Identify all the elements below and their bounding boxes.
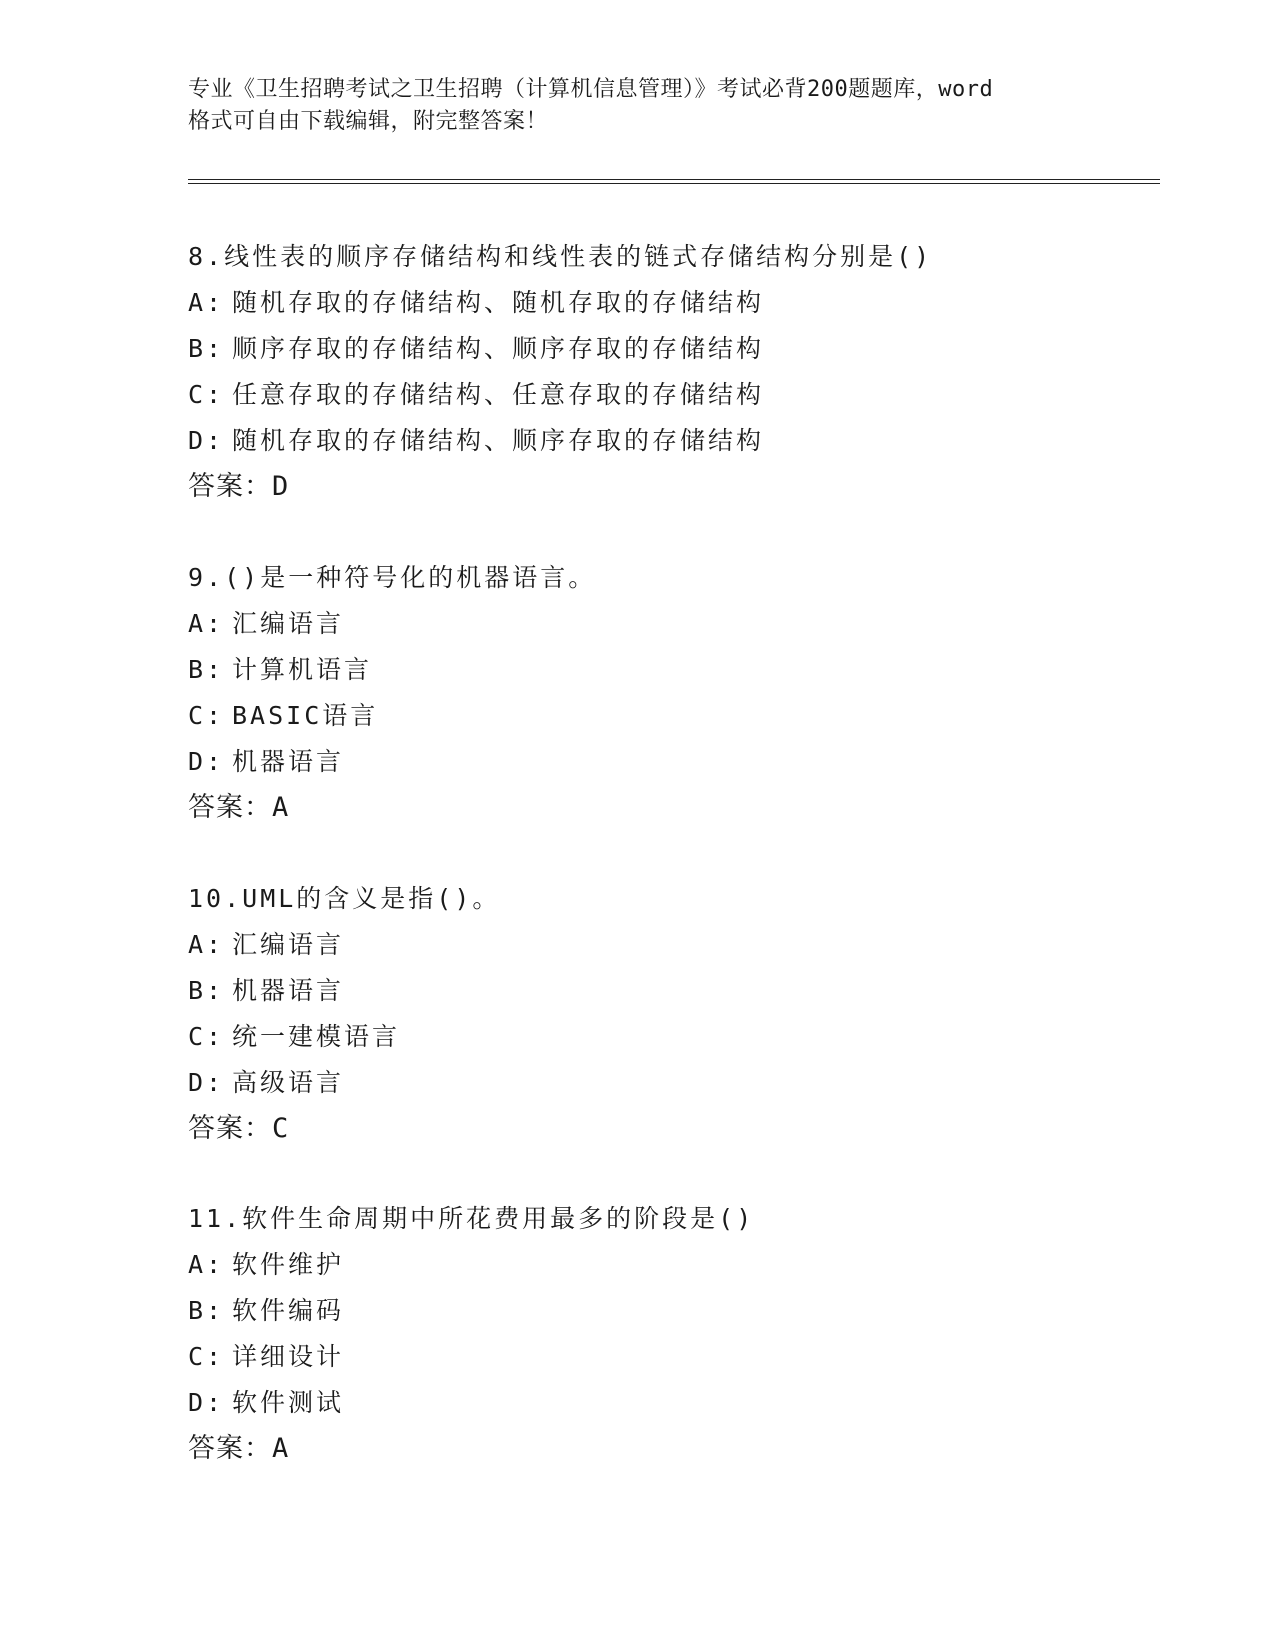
option-c [188,1014,1168,1060]
option-key: A: [188,609,225,638]
option-text: BASIC语言 [232,701,379,730]
header-line-1: 专业《卫生招聘考试之卫生招聘（计算机信息管理）》考试必背200题题库，word [188,77,994,102]
option-text: 汇编语言 [232,930,345,959]
option-key: A: [188,288,225,317]
option-key: B: [188,334,225,363]
option-text: 顺序存取的存储结构、顺序存取的存储结构 [232,334,765,363]
question-stem: 8.线性表的顺序存储结构和线性表的链式存储结构分别是() [188,242,933,271]
option-key: A: [188,1250,225,1279]
option-key: D: [188,1388,225,1417]
option-key: D: [188,1068,225,1097]
question-11 [188,1196,1168,1472]
option-text: 软件编码 [232,1296,345,1325]
option-c [188,693,1168,739]
option-key: C: [188,1022,225,1051]
option-text: 任意存取的存储结构、任意存取的存储结构 [232,380,765,409]
option-text: 高级语言 [232,1068,345,1097]
option-d [188,1060,1168,1106]
question-stem: 11.软件生命周期中所花费用最多的阶段是() [188,1204,755,1233]
option-text: 机器语言 [232,976,345,1005]
option-c [188,372,1168,418]
option-key: B: [188,976,225,1005]
option-key: C: [188,701,225,730]
answer-line: 答案：A [188,1433,290,1464]
option-text: 详细设计 [232,1342,345,1371]
option-text: 随机存取的存储结构、顺序存取的存储结构 [232,426,765,455]
question-10 [188,876,1168,1152]
option-key: D: [188,426,225,455]
header-line-2: 格式可自由下载编辑，附完整答案！ [188,109,549,134]
option-b [188,968,1168,1014]
option-a [188,1242,1168,1288]
question-stem: 10.UML的含义是指()。 [188,884,501,913]
option-a [188,601,1168,647]
option-b [188,647,1168,693]
answer-line: 答案：D [188,471,290,502]
option-text: 软件维护 [232,1250,345,1279]
option-text: 软件测试 [232,1388,345,1417]
option-b [188,1288,1168,1334]
option-text: 汇编语言 [232,609,345,638]
option-c [188,1334,1168,1380]
answer-line: 答案：A [188,792,290,823]
option-text: 机器语言 [232,747,345,776]
option-text: 统一建模语言 [232,1022,401,1051]
document-header [188,74,1088,138]
question-9 [188,555,1168,831]
question-stem: 9.()是一种符号化的机器语言。 [188,563,597,592]
option-text: 随机存取的存储结构、随机存取的存储结构 [232,288,765,317]
option-d [188,1380,1168,1426]
option-b [188,326,1168,372]
option-key: B: [188,655,225,684]
header-divider-top [188,179,1160,180]
option-d [188,418,1168,464]
header-divider-bottom [188,183,1160,184]
option-text: 计算机语言 [232,655,373,684]
option-key: D: [188,747,225,776]
question-8 [188,234,1168,510]
option-key: C: [188,380,225,409]
option-key: B: [188,1296,225,1325]
option-d [188,739,1168,785]
option-key: C: [188,1342,225,1371]
option-a [188,922,1168,968]
answer-line: 答案：C [188,1113,290,1144]
option-key: A: [188,930,225,959]
option-a [188,280,1168,326]
